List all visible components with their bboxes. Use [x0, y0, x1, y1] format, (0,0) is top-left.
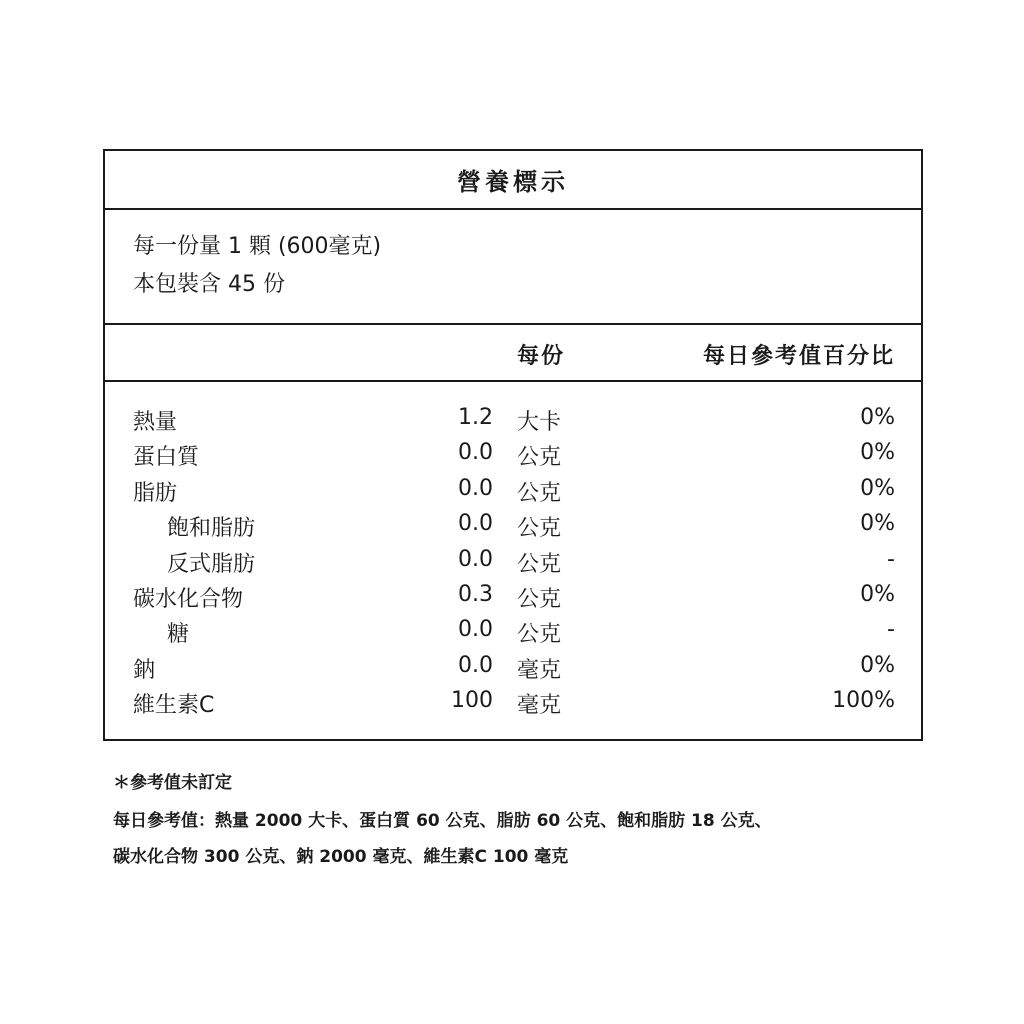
- nutrient-row: [105, 440, 921, 476]
- nutrient-value: 100: [451, 688, 493, 714]
- nutrient-value: 0.0: [458, 511, 493, 537]
- nutrient-daily-percent: -: [887, 617, 895, 643]
- nutrient-daily-percent: 0%: [860, 652, 895, 678]
- nutrient-daily-percent: 0%: [860, 475, 895, 501]
- nutrient-unit: 公克: [517, 480, 562, 506]
- nutrition-facts-panel: [103, 149, 923, 741]
- nutrient-name: 飽和脂肪: [167, 516, 256, 542]
- nutrient-value: 0.0: [458, 617, 493, 643]
- nutrient-unit: 毫克: [517, 693, 562, 719]
- divider-header: [105, 380, 921, 382]
- nutrient-name: 維生素C: [133, 693, 215, 719]
- nutrient-unit: 毫克: [517, 657, 562, 683]
- nutrient-row: [105, 511, 921, 547]
- nutrient-row: [105, 582, 921, 618]
- nutrient-name: 熱量: [133, 410, 178, 435]
- nutrient-unit: 公克: [517, 445, 562, 471]
- nutrient-unit: 公克: [517, 587, 562, 612]
- nutrient-name: 碳水化合物: [133, 587, 244, 612]
- nutrient-daily-percent: 0%: [860, 405, 895, 430]
- nutrient-unit: 大卡: [517, 410, 562, 435]
- nutrient-name: 糖: [167, 622, 190, 648]
- footnote-reference-line-1: 每日參考值：熱量 2000 大卡、蛋白質 60 公克、脂肪 60 公克、飽和脂肪 18 公克、: [113, 811, 772, 831]
- servings-per-pack: 本包裝含 45 份: [133, 272, 285, 297]
- nutrient-daily-percent: 0%: [860, 582, 895, 607]
- nutrient-daily-percent: 0%: [860, 440, 895, 466]
- nutrient-value: 0.0: [458, 652, 493, 678]
- footnote-undetermined: ＊參考值未訂定: [113, 773, 232, 793]
- nutrient-row: [105, 617, 921, 653]
- nutrient-value: 0.0: [458, 440, 493, 466]
- nutrient-row: [105, 688, 921, 724]
- footnote-reference-line-2: 碳水化合物 300 公克、鈉 2000 毫克、維生素C 100 毫克: [113, 847, 569, 867]
- nutrient-daily-percent: 0%: [860, 511, 895, 537]
- divider-serving: [105, 323, 921, 325]
- nutrient-name: 蛋白質: [133, 445, 200, 471]
- nutrient-daily-percent: -: [887, 546, 895, 572]
- nutrient-value: 0.0: [458, 475, 493, 501]
- nutrient-name: 鈉: [133, 657, 156, 683]
- nutrient-name: 脂肪: [133, 480, 178, 506]
- column-header-per-serving: 每份: [517, 344, 566, 369]
- nutrient-row: [105, 405, 921, 441]
- nutrient-value: 0.0: [458, 546, 493, 572]
- nutrient-row: [105, 653, 921, 689]
- column-header-daily-value: 每日參考值百分比: [702, 344, 895, 369]
- nutrient-value: 1.2: [458, 405, 493, 430]
- nutrient-daily-percent: 100%: [832, 688, 895, 714]
- nutrient-value: 0.3: [458, 582, 493, 607]
- nutrient-unit: 公克: [517, 516, 562, 542]
- nutrient-unit: 公克: [517, 551, 562, 577]
- nutrient-name: 反式脂肪: [167, 551, 256, 577]
- nutrient-unit: 公克: [517, 622, 562, 648]
- nutrient-row: [105, 476, 921, 512]
- serving-size: 每一份量 1 顆 (600毫克): [133, 234, 382, 259]
- nutrient-row: [105, 547, 921, 583]
- nutrition-title: 營養標示: [105, 151, 921, 210]
